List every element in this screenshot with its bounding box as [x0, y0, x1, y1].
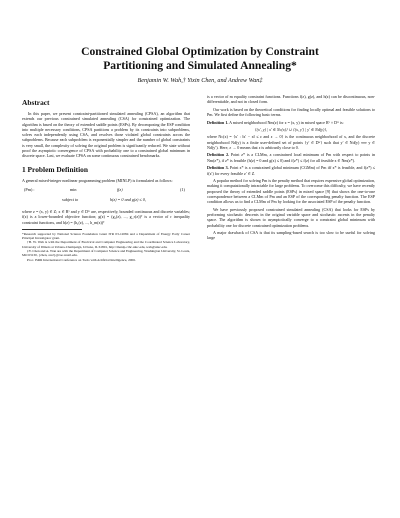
definition-3: [207, 165, 375, 176]
eq1-number: (1): [180, 186, 185, 192]
footnote-1: *Research supported by National Science Foundation Grant ITR 03-12084 and a Department of Energy Early Career Principal Investigator grant.: [22, 231, 190, 241]
equation-1: [22, 186, 190, 206]
right-paragraph-4: We have previously proposed constrained simulated annealing (CSA) that looks for ESPs by performing stochastic descents in the original variable space and stochastic ascents in the penalty space. The algorithm is shown to asymptotically converge to a constraint global minimum with probability one for discrete constrained optimization problems.: [207, 206, 375, 228]
definition-2-label: Definition 2.: [207, 152, 230, 158]
definition-1-label: Definition 1.: [207, 119, 229, 125]
section-1-heading: 1 Problem Definition: [22, 164, 88, 174]
definition-2-text: Point z* is a CLMm, a constrained local minimum of Pm with respect to points in Nm(z*), if z* is feasible (h(z) = 0 and g(z) ≤ 0) and f(z*) ≤ f(z) for all feasible z ∈ Nm(z*).: [207, 152, 375, 163]
paper-title: [40, 45, 360, 73]
definition-2: [207, 152, 375, 163]
abstract-text: In this paper, we present constraint-partitioned simulated annealing (CPSA), an algorithm that extends our previous constrained simulated annealing (CSA) for constrained optimization. The algorithm is based on the theory of extended saddle points (ESPs). By decomposing the ESP condition into multiple necessary conditions, CPSA partitions a problem by its constraints into subproblems, solves each independently using CSA, and resolves those violated global constraints across the subproblems. Because each subproblem is exponentially simpler and the number of global constraints is very small, the complexity of solving the original problem is significantly reduced. We state without proof the asymptotic convergence of CPSA with probability one to a constrained global minimum in discrete space. Last, we evaluate CPSA on some continuous constrained benchmarks.: [22, 111, 190, 159]
right-paragraph-5: A major drawback of CSA is that its sampling-based search is too slow to be useful for solving large: [207, 230, 375, 241]
author-list: Benjamin W. Wah,† Yixin Chen, and Andrew Wan‡: [137, 77, 263, 84]
eq1-objective: f(z): [117, 186, 123, 192]
definition-1-after: where Nc(x) = {x′ : ‖x′ − x‖ ≤ ε and ε → 0} is the continuous neighborhood of x, and the discrete neighborhood Nd(y) is a finite user-defined set of points {y′ ∈ Dʷ} such that y′ ∈ Nd(y) ⟺ y ∈ Nd(y′). Here, ε → 0 means that ε is arbitrarily close to 0.: [207, 134, 375, 150]
title-line-2: Partitioning and Simulated Annealing*: [103, 59, 297, 72]
footnote-rule: [22, 229, 82, 230]
section-1-after: where z = (x, y) ∈ Z; x ∈ Rᵛ and y ∈ Dʷ are, respectively, bounded continuous and discrete variables; f(z) is a lower-bounded objective function; g(z) = (g₁(z), ..., g_r(z))ᵀ is a vector of r inequality constraint functions, and h(z) = (h₁(z), ..., h_m(z))ᵀ: [22, 208, 190, 225]
right-paragraph-1: is a vector of m equality constraint functions. Functions f(z), g(z), and h(z) can be discontinuous, non-differentiable, and not in closed form.: [207, 94, 375, 105]
eq1-label: (Pm) :: [24, 186, 35, 192]
definition-1-text: A mixed neighborhood Nm(z) for z = (x, y) in mixed space Rᵛ × Dʷ is:: [229, 119, 344, 125]
eq1-constraints: h(z) = 0 and g(z) ≤ 0,: [110, 196, 146, 202]
left-column: [22, 96, 190, 262]
footnote-2: †B. W. Wah is with the Department of Electrical and Computer Engineering and the Coordinated Science Laboratory, University of Illinois at Urbana-Champaign, Urbana, IL 61801, http://manip.crhc.uiuc.edu, wah@uiuc.edu.: [22, 240, 190, 249]
right-column: [207, 94, 375, 243]
definition-3-text: Point z* is a constrained global minimum (CGMm) of Pm iff z* is feasible, and f(z*) ≤ f(z′) for every feasible z′ ∈ Z.: [207, 165, 375, 176]
abstract-heading: Abstract: [22, 98, 50, 107]
title-line-1: Constrained Global Optimization by Constraint: [81, 45, 319, 58]
eq1-subject-to: subject to: [62, 196, 79, 202]
definition-1-equation: {(x′, y) | x′ ∈ Nc(x)} ∪ {(x, y′) | y′ ∈ Nd(y)},: [255, 127, 327, 133]
footnote-4: Proc. ISRR International Conference on Tools with Artificial Intelligence, 2006.: [27, 257, 136, 262]
definition-3-label: Definition 3.: [207, 165, 229, 171]
footnote-3: ‡Y. Chen and A. Wan are with the Department of Computer Science and Engineering, Washington University, St. Louis, MO 63130, {chen, aw2}@cse.wustl.edu.: [22, 249, 190, 258]
right-paragraph-2: Our work is based on the theoretical conditions for finding locally optimal and feasible solutions to Pm. We first define the following basic terms.: [207, 106, 375, 118]
definition-1: [207, 120, 375, 125]
section-1-intro: A general mixed-integer nonlinear programming problem (MINLP) is formulated as follows:: [22, 177, 173, 183]
eq1-min: min: [70, 186, 77, 192]
right-paragraph-3: A popular method for solving Pm is the penalty method that requires expensive global optimization, making it computationally intractable for large problems. To overcome this difficulty, we have recently proposed the theory of extended saddle points (ESPs) in mixed space [9] that shows the one-to-one correspondence between a CLMm of Pm and an ESP of the corresponding penalty function. The ESP condition allows us to find a CLMm of Pm by looking for the associated ESP of the penalty function.: [207, 177, 375, 205]
